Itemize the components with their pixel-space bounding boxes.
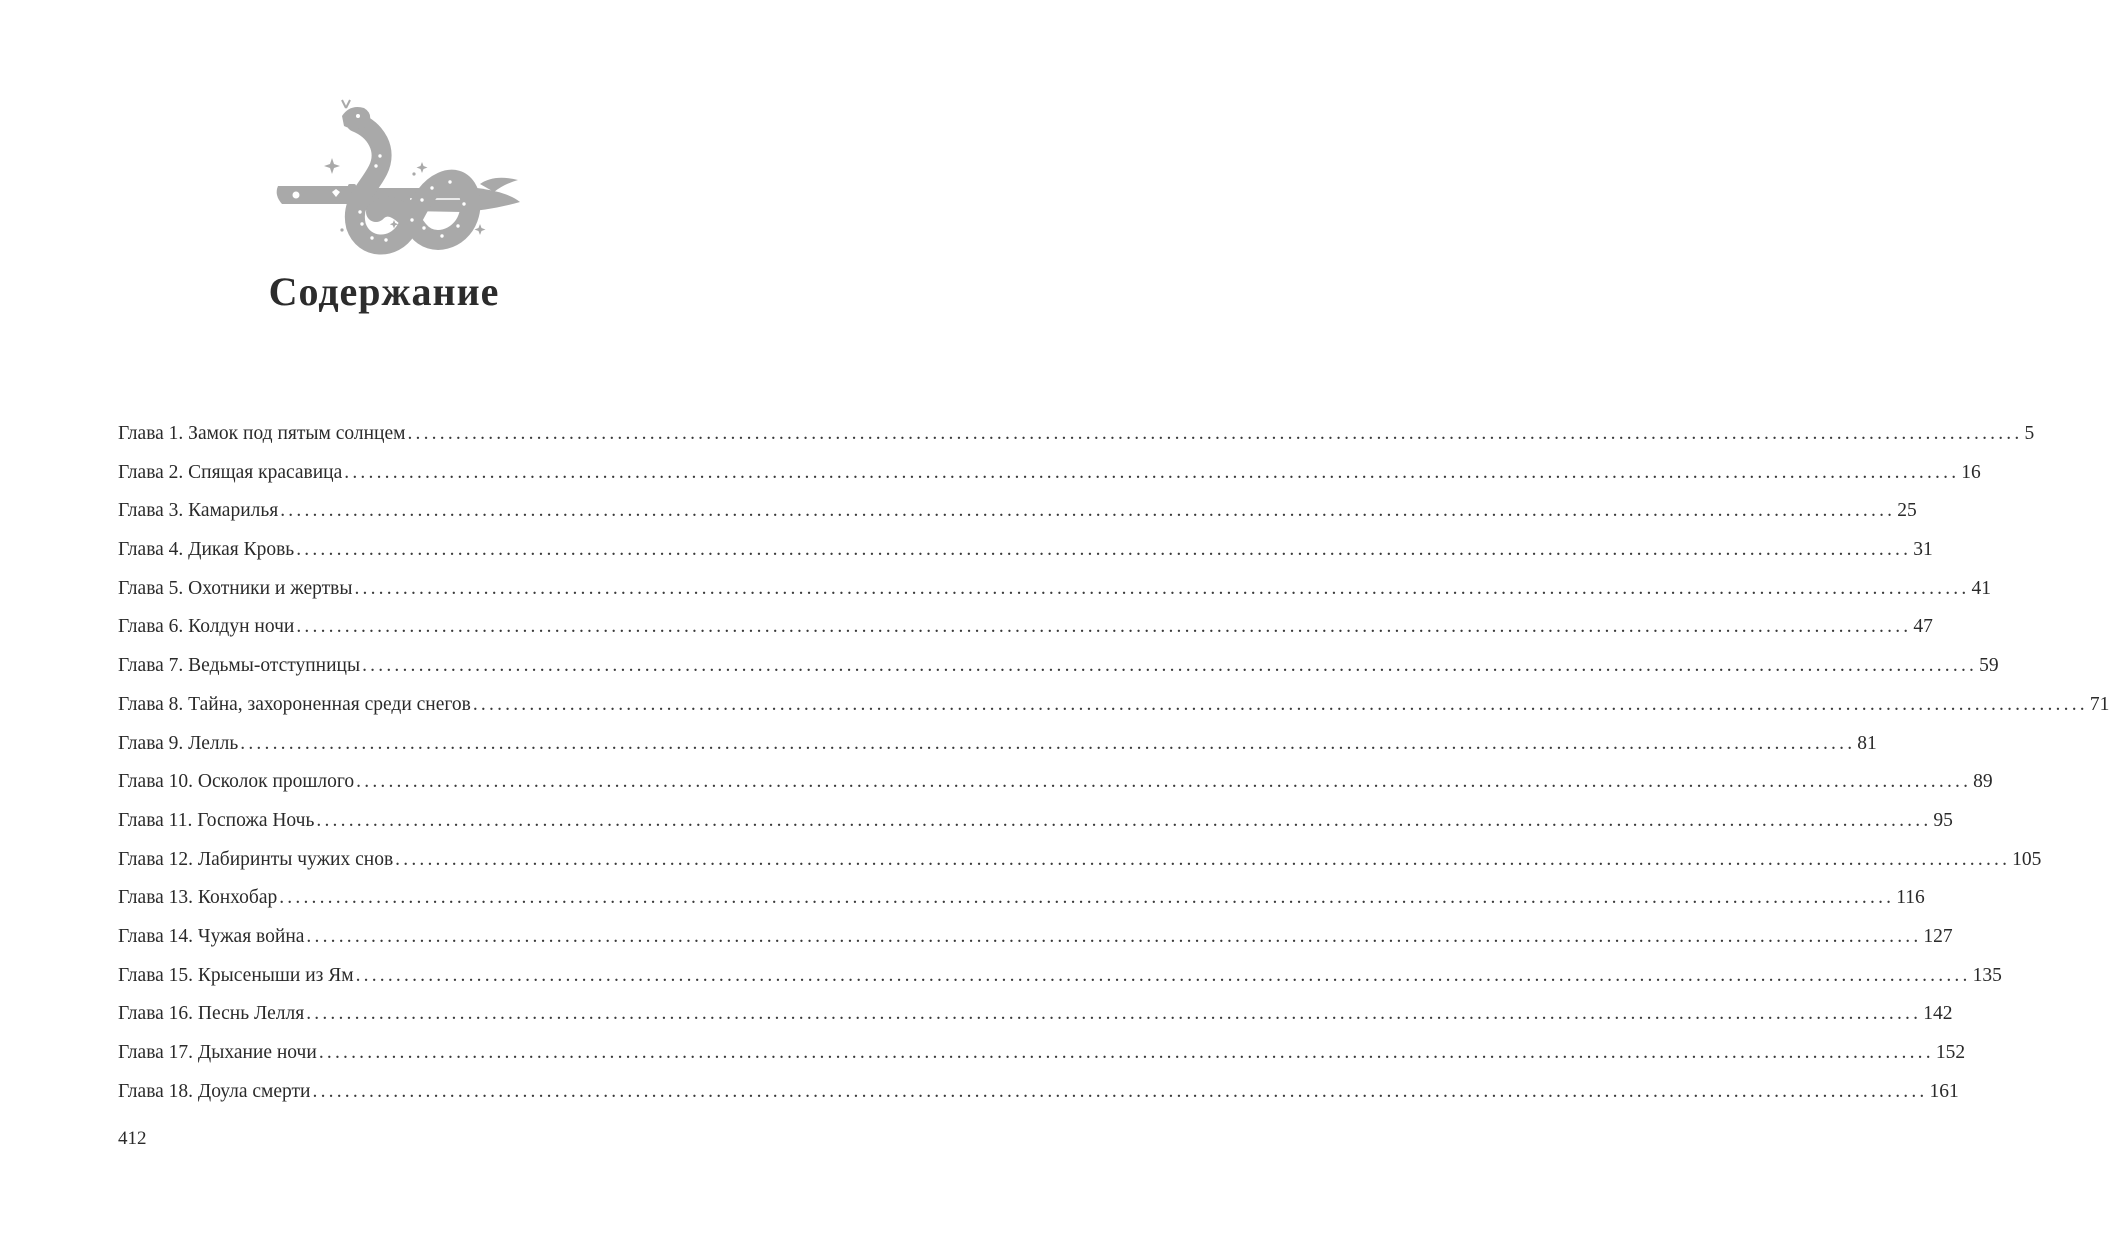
toc-chapter-title: Глава 6. Колдун ночи [118,616,295,638]
toc-chapter-title: Глава 15. Крысеныши из Ям [118,964,354,986]
toc-entry [118,925,1953,965]
toc-leader-dots: ........................................................................................................................................................................................................ [296,539,1912,561]
toc-leader-dots: ........................................................................................................................................................................................................ [318,1042,1934,1063]
toc-leader-dots: ........................................................................................................................................................................................................ [279,887,1895,909]
toc-leader-dots: ........................................................................................................................................................................................................ [395,848,2011,870]
toc-page-number: 31 [1913,539,1933,561]
toc-entry [118,423,2035,462]
toc-page-number: 41 [1971,577,1991,599]
toc-entry [118,771,1993,810]
toc-page-number: 16 [1961,461,1981,483]
toc-page-number: 142 [1923,1003,1953,1025]
toc-entry [118,577,1991,617]
toc-entry [118,539,1933,578]
toc-leader-dots: ........................................................................................................................................................................................................ [306,925,1922,947]
toc-entry [118,693,2109,733]
toc-entry [118,809,1953,849]
toc-page-number: 105 [2012,848,2042,870]
toc-page-number: 81 [1857,732,1877,754]
page-number: 412 [118,1128,147,1149]
toc-entry [118,848,2042,888]
toc-page-number: 25 [1897,500,1917,522]
toc-chapter-title: Глава 1. Замок под пятым солнцем [118,423,406,444]
toc-leader-dots: ........................................................................................................................................................................................................ [316,809,1932,831]
toc-page-number: 95 [1933,809,1953,831]
toc-leader-dots: ........................................................................................................................................................................................................ [354,577,1970,599]
toc-chapter-title: Глава 13. Конхобар [118,887,278,909]
toc-chapter-title: Глава 8. Тайна, захороненная среди снегов [118,693,471,715]
toc-chapter-title: Глава 3. Камарилья [118,500,279,522]
toc-page-number: 116 [1896,887,1925,909]
toc-chapter-title: Глава 17. Дыхание ночи [118,1042,317,1063]
toc-leader-dots: ........................................................................................................................................................................................................ [240,732,1856,754]
toc-leader-dots: ........................................................................................................................................................................................................ [306,1003,1922,1025]
toc-page-number: 152 [1935,1042,1966,1063]
toc-leader-dots: ........................................................................................................................................................................................................ [344,461,1960,483]
toc-chapter-title: Глава 14. Чужая война [118,925,305,947]
toc-leader-dots: ........................................................................................................................................................................................................ [472,693,2088,715]
toc-entry [118,1003,1953,1042]
toc-page-number: 47 [1913,616,1933,638]
toc-chapter-title: Глава 9. Лелль [118,732,239,754]
toc-leader-dots: ........................................................................................................................................................................................................ [312,1080,1928,1102]
snake-knife-emblem [272,100,522,260]
toc-entry [118,461,1981,501]
toc-page-number: 127 [1923,925,1953,947]
table-of-contents [118,423,2109,1119]
toc-leader-dots: ........................................................................................................................................................................................................ [362,655,1978,677]
toc-entry [118,500,1917,539]
toc-page-number: 161 [1929,1080,1959,1102]
toc-entry [118,732,1877,772]
toc-leader-dots: ........................................................................................................................................................................................................ [355,964,1971,986]
toc-page-number: 5 [2024,423,2035,444]
toc-entry [118,964,2002,1004]
toc-page-number: 71 [2089,693,2109,715]
toc-leader-dots: ........................................................................................................................................................................................................ [280,500,1896,522]
toc-page-number: 59 [1979,655,1999,677]
toc-chapter-title: Глава 18. Доула смерти [118,1080,311,1102]
toc-chapter-title: Глава 11. Госпожа Ночь [118,809,315,831]
toc-entry [118,1042,1966,1081]
toc-page-number: 135 [1972,964,2002,986]
toc-leader-dots: ........................................................................................................................................................................................................ [356,771,1972,793]
toc-page-number: 89 [1973,771,1993,793]
toc-leader-dots: ........................................................................................................................................................................................................ [407,423,2023,444]
toc-entry [118,887,1925,926]
page-title: Содержание [268,269,500,314]
toc-entry [118,616,1933,655]
toc-chapter-title: Глава 16. Песнь Лелля [118,1003,305,1025]
toc-chapter-title: Глава 7. Ведьмы-отступницы [118,655,361,677]
toc-entry [118,655,1999,694]
toc-entry [118,1080,1959,1120]
toc-leader-dots: ........................................................................................................................................................................................................ [296,616,1912,638]
toc-chapter-title: Глава 2. Спящая красавица [118,461,343,483]
toc-chapter-title: Глава 5. Охотники и жертвы [118,577,353,599]
toc-chapter-title: Глава 12. Лабиринты чужих снов [118,848,394,870]
snake-knife-icon [272,100,522,260]
toc-chapter-title: Глава 10. Осколок прошлого [118,771,355,793]
toc-chapter-title: Глава 4. Дикая Кровь [118,539,295,561]
